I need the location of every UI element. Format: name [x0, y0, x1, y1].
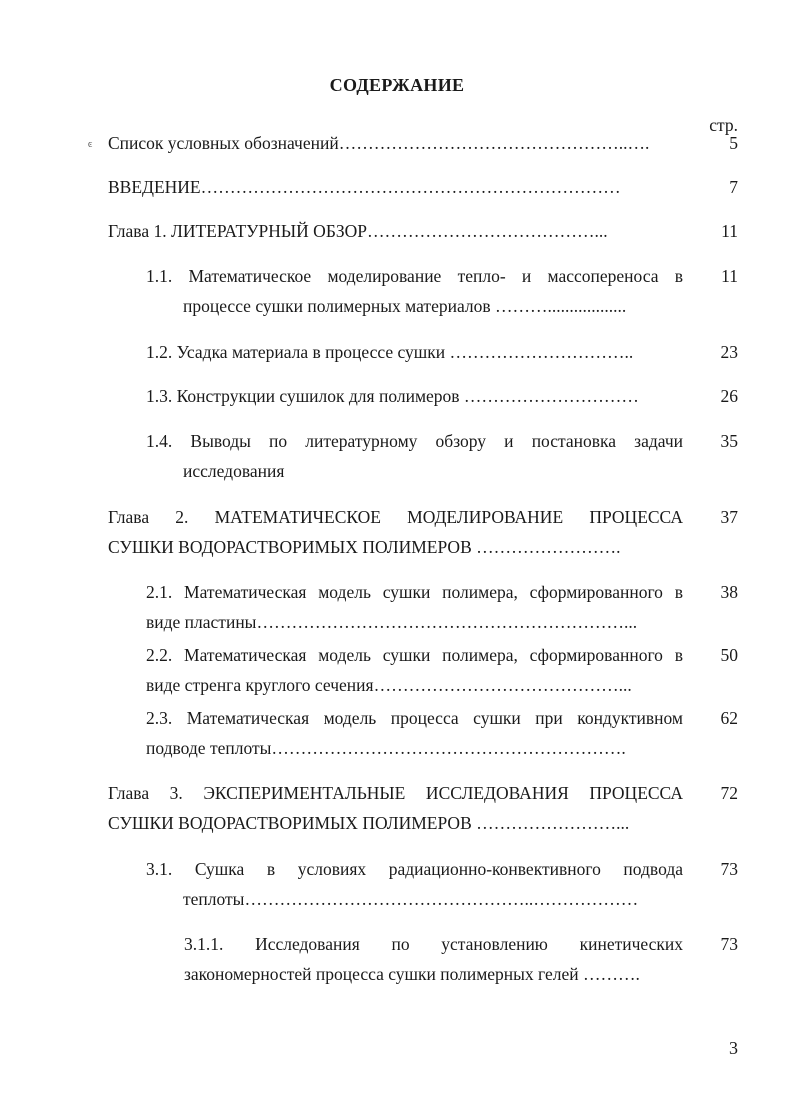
toc-entry-text: Глава 3. ЭКСПЕРИМЕНТАЛЬНЫЕ ИССЛЕДОВАНИЯ ПРОЦЕССА — [108, 783, 683, 803]
toc-entry-text: 1.3. Конструкции сушилок для полимеров ………………………… — [146, 386, 639, 406]
toc-entry-text-continued: процессе сушки полимерных материалов ……….................. — [183, 296, 627, 316]
toc-entry-chapter-2[interactable] — [108, 502, 683, 562]
toc-entry-text-continued: подводе теплоты……………………………………………………. — [146, 738, 626, 758]
toc-entry-text: Список условных обозначений…………………………………………..…. — [108, 133, 650, 153]
toc-entry-1-2[interactable] — [146, 337, 683, 367]
toc-entry-2-1[interactable] — [146, 577, 683, 637]
toc-page-number: 50 — [720, 645, 738, 665]
toc-entry-chapter-1[interactable] — [108, 216, 683, 246]
toc-page-number: 73 — [720, 934, 738, 954]
toc-entry-text-continued: СУШКИ ВОДОРАСТВОРИМЫХ ПОЛИМЕРОВ ……………………. — [108, 537, 621, 557]
toc-page-number: 35 — [720, 431, 738, 451]
toc-entry-1-1[interactable] — [146, 261, 683, 321]
page-number: 3 — [729, 1038, 738, 1058]
toc-entry-notations[interactable] — [108, 128, 683, 158]
page-column-label: стр. — [709, 115, 738, 135]
toc-entry-1-3[interactable] — [146, 381, 683, 411]
toc-entry-1-4[interactable] — [146, 426, 683, 486]
toc-page-number: 11 — [721, 266, 738, 286]
toc-entry-introduction[interactable] — [108, 172, 683, 202]
stray-mark: ͼ — [88, 139, 93, 150]
toc-entry-text: 1.2. Усадка материала в процессе сушки ………………………….. — [146, 342, 634, 362]
toc-page-number: 38 — [720, 582, 738, 602]
toc-entry-2-2[interactable] — [146, 640, 683, 700]
toc-entry-text: 2.3. Математическая модель процесса сушки при кондуктивном — [146, 708, 683, 728]
toc-entry-text: ВВЕДЕНИЕ……………………………………………………………… — [108, 177, 621, 197]
toc-entry-text: 3.1.1. Исследования по установлению кинетических — [184, 934, 683, 954]
toc-entry-2-3[interactable] — [146, 703, 683, 763]
toc-page-number: 5 — [729, 133, 738, 153]
toc-entry-text: 2.1. Математическая модель сушки полимера, сформированного в — [146, 582, 683, 602]
page-title: СОДЕРЖАНИЕ — [329, 75, 465, 95]
toc-entry-text: Глава 1. ЛИТЕРАТУРНЫЙ ОБЗОР…………………………………... — [108, 221, 608, 241]
toc-page-number: 23 — [720, 342, 738, 362]
toc-entry-text-continued: теплоты…………………………………………..……………… — [183, 889, 639, 909]
toc-page-number: 37 — [720, 507, 738, 527]
toc-page-number: 72 — [720, 783, 738, 803]
toc-entry-text: 2.2. Математическая модель сушки полимера, сформированного в — [146, 645, 683, 665]
toc-entry-text-continued: исследования — [183, 461, 285, 481]
toc-entry-text-continued: закономерностей процесса сушки полимерных гелей ………. — [184, 964, 640, 984]
toc-page-number: 73 — [720, 859, 738, 879]
toc-entry-3-1-1[interactable] — [184, 929, 683, 989]
toc-entry-text: 3.1. Сушка в условиях радиационно-конвективного подвода — [146, 859, 683, 879]
toc-page-number: 62 — [720, 708, 738, 728]
toc-page-number: 7 — [729, 177, 738, 197]
toc-entry-3-1[interactable] — [146, 854, 683, 914]
toc-entry-chapter-3[interactable] — [108, 778, 683, 838]
toc-entry-text-continued: виде пластины………………………………………………………... — [146, 612, 638, 632]
toc-page-number: 11 — [721, 221, 738, 241]
toc-entry-text: 1.1. Математическое моделирование тепло- и массопереноса в — [146, 266, 683, 286]
toc-entry-text-continued: виде стренга круглого сечения……………………………………... — [146, 675, 632, 695]
toc-entry-text: 1.4. Выводы по литературному обзору и постановка задачи — [146, 431, 683, 451]
toc-entry-text-continued: СУШКИ ВОДОРАСТВОРИМЫХ ПОЛИМЕРОВ ……………………... — [108, 813, 630, 833]
toc-page-number: 26 — [720, 386, 738, 406]
toc-entry-text: Глава 2. МАТЕМАТИЧЕСКОЕ МОДЕЛИРОВАНИЕ ПРОЦЕССА — [108, 507, 683, 527]
